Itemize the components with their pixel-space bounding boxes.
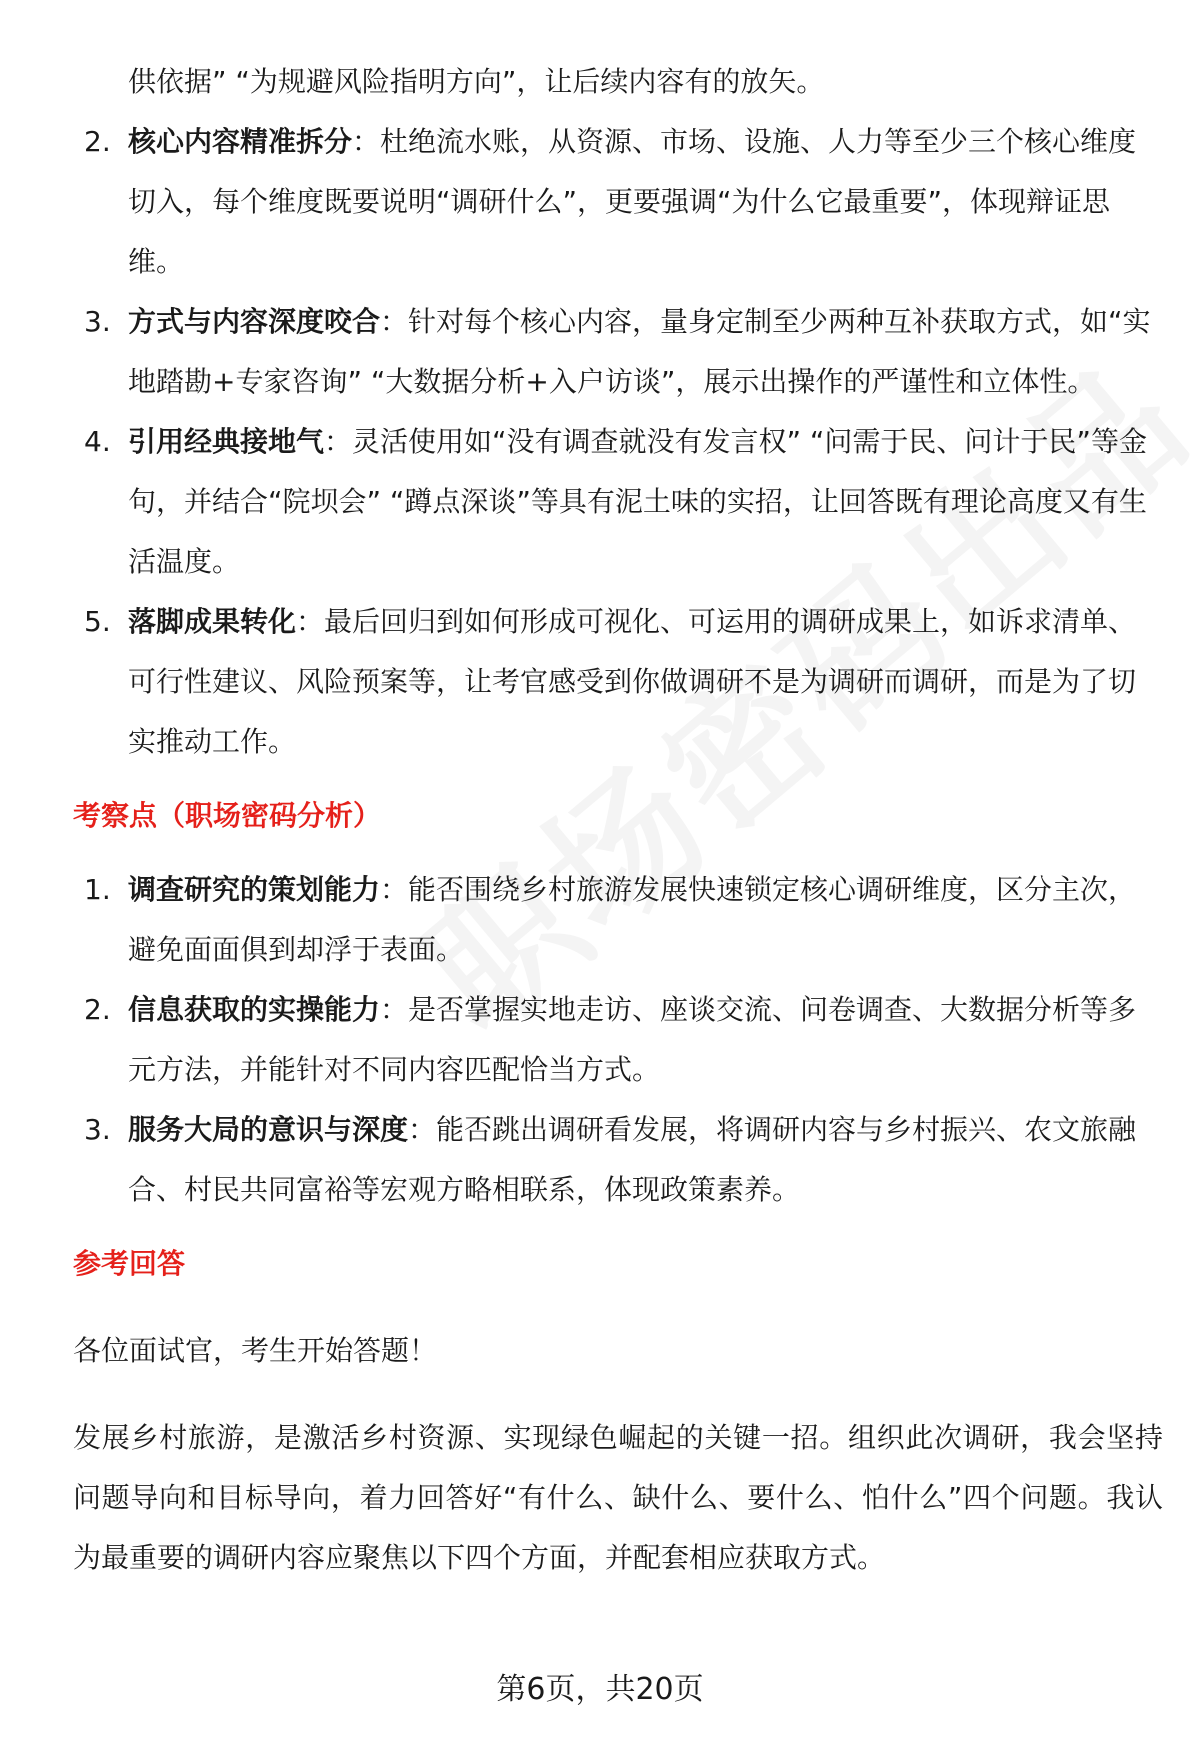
list-number: 3. xyxy=(84,1113,111,1146)
list-item xyxy=(73,412,1163,592)
list-number: 5. xyxy=(84,605,111,638)
list-item-title: 落脚成果转化 xyxy=(128,605,297,638)
intro-continuation: 供依据” “为规避风险指明方向”，让后续内容有的放矢。 xyxy=(128,65,825,98)
list-item-title: 核心内容精准拆分 xyxy=(128,125,353,158)
answer-paragraph: 发展乡村旅游，是激活乡村资源、实现绿色崛起的关键一招。组织此次调研，我会坚持问题导向和目标导向，着力回答好“有什么、缺什么、要什么、怕什么”四个问题。我认为最重要的调研内容应聚焦以下四个方面，并配套相应获取方式。 xyxy=(73,1421,1163,1574)
list-number: 3. xyxy=(84,305,111,338)
answer-tips-list xyxy=(73,112,1163,772)
list-item xyxy=(73,112,1163,292)
page-number: 第6页，共20页 xyxy=(496,1672,704,1707)
list-item-text: ：最后回归到如何形成可视化、可运用的调研成果上，如诉求清单、可行性建议、风险预案等，让考官感受到你做调研不是为调研而调研，而是为了切实推动工作。 xyxy=(128,605,1137,758)
list-item-title: 调查研究的策划能力 xyxy=(128,873,381,906)
list-item xyxy=(73,292,1163,412)
list-number: 1. xyxy=(84,873,111,906)
list-item xyxy=(73,860,1163,980)
list-item-title: 引用经典接地气 xyxy=(128,425,325,458)
list-item xyxy=(73,592,1163,772)
list-item-text: ：杜绝流水账，从资源、市场、设施、人力等至少三个核心维度切入，每个维度既要说明“调研什么”，更要强调“为什么它最重要”，体现辩证思维。 xyxy=(128,125,1137,278)
list-item xyxy=(73,980,1163,1100)
list-item-text: ：针对每个核心内容，量身定制至少两种互补获取方式，如“实地踏勘+专家咨询” “大数据分析+入户访谈”，展示出操作的严谨性和立体性。 xyxy=(128,305,1151,398)
list-item xyxy=(73,1100,1163,1220)
section-heading-reference-answer: 参考回答 xyxy=(73,1247,186,1280)
list-number: 4. xyxy=(84,425,111,458)
list-item-title: 信息获取的实操能力 xyxy=(128,993,381,1026)
list-item-text: ：能否围绕乡村旅游发展快速锁定核心调研维度，区分主次，避免面面俱到却浮于表面。 xyxy=(128,873,1137,966)
section-heading-exam-points: 考察点（职场密码分析） xyxy=(73,799,382,832)
list-number: 2. xyxy=(84,125,111,158)
list-item-text: ：是否掌握实地走访、座谈交流、问卷调查、大数据分析等多元方法，并能针对不同内容匹配恰当方式。 xyxy=(128,993,1137,1086)
list-item-title: 方式与内容深度咬合 xyxy=(128,305,381,338)
list-item-title: 服务大局的意识与深度 xyxy=(128,1113,409,1146)
list-item-text: ：灵活使用如“没有调查就没有发言权” “问需于民、问计于民”等金句，并结合“院坝会” “蹲点深谈”等具有泥土味的实招，让回答既有理论高度又有生活温度。 xyxy=(128,425,1147,578)
exam-points-list xyxy=(73,860,1163,1220)
page-content xyxy=(73,52,1163,1588)
answer-greeting: 各位面试官，考生开始答题！ xyxy=(73,1334,438,1367)
list-number: 2. xyxy=(84,993,111,1026)
list-item-text: ：能否跳出调研看发展，将调研内容与乡村振兴、农文旅融合、村民共同富裕等宏观方略相联系，体现政策素养。 xyxy=(128,1113,1137,1206)
